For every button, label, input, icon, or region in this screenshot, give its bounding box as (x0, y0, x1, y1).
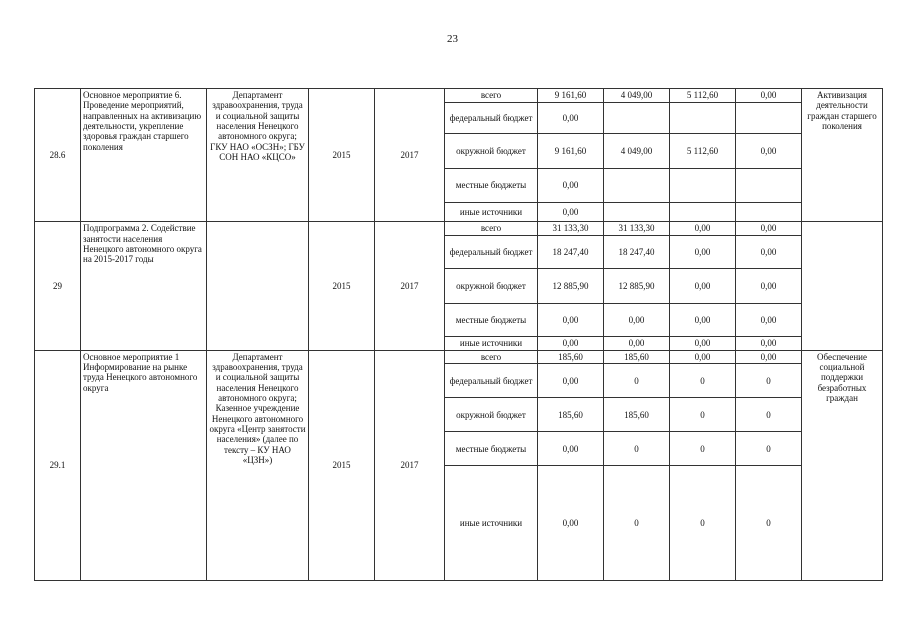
executor (207, 222, 309, 350)
amount-total: 0,00 (538, 432, 604, 466)
funding-source: местные бюджеты (445, 304, 538, 337)
amount-2016: 5 112,60 (670, 133, 736, 168)
amount-2015: 31 133,30 (604, 222, 670, 236)
funding-source: окружной бюджет (445, 133, 538, 168)
amount-2015: 4 049,00 (604, 89, 670, 103)
amount-2016: 0 (670, 364, 736, 398)
expected-result: Обеспечение социальной поддержки безработных граждан (802, 350, 883, 580)
end-year: 2017 (375, 89, 445, 222)
end-year: 2017 (375, 350, 445, 580)
table-row (35, 89, 883, 103)
funding-source: окружной бюджет (445, 398, 538, 432)
amount-2017: 0,00 (736, 236, 802, 269)
funding-source: иные источники (445, 336, 538, 350)
amount-total: 12 885,90 (538, 268, 604, 303)
start-year: 2015 (309, 89, 375, 222)
amount-2017: 0,00 (736, 304, 802, 337)
funding-source: всего (445, 89, 538, 103)
amount-2015: 12 885,90 (604, 268, 670, 303)
amount-2017: 0 (736, 364, 802, 398)
amount-2017: 0,00 (736, 89, 802, 103)
amount-total: 18 247,40 (538, 236, 604, 269)
page-number: 23 (447, 33, 458, 45)
amount-total: 0,00 (538, 102, 604, 133)
amount-2017 (736, 102, 802, 133)
amount-2016: 0 (670, 466, 736, 581)
amount-2015: 185,60 (604, 350, 670, 364)
funding-source: федеральный бюджет (445, 364, 538, 398)
amount-2015: 4 049,00 (604, 133, 670, 168)
amount-2015: 0 (604, 364, 670, 398)
amount-2017: 0,00 (736, 268, 802, 303)
start-year: 2015 (309, 350, 375, 580)
activity-name: Подпрограмма 2. Содействие занятости населения Ненецкого автономного округа на 2015-2017 годы (81, 222, 207, 350)
amount-2015: 0,00 (604, 304, 670, 337)
amount-total: 0,00 (538, 364, 604, 398)
amount-2017: 0,00 (736, 222, 802, 236)
table-row (35, 222, 883, 236)
executor: Департамент здравоохранения, труда и социальной защиты населения Ненецкого автономного округа; ГКУ НАО «ОСЗН»; ГБУ СОН НАО «КЦСО» (207, 89, 309, 222)
amount-2017: 0,00 (736, 133, 802, 168)
funding-source: местные бюджеты (445, 168, 538, 202)
funding-source: федеральный бюджет (445, 102, 538, 133)
amount-2015: 0 (604, 432, 670, 466)
funding-source: окружной бюджет (445, 268, 538, 303)
activity-name: Основное мероприятие 6. Проведение мероприятий, направленных на активизацию деятельности, укрепление здоровья граждан старшего поколения (81, 89, 207, 222)
table-row (35, 350, 883, 364)
amount-total: 0,00 (538, 336, 604, 350)
amount-total: 9 161,60 (538, 133, 604, 168)
amount-2016 (670, 202, 736, 222)
amount-2017: 0 (736, 398, 802, 432)
funding-source: всего (445, 350, 538, 364)
row-number: 28.6 (35, 89, 81, 222)
end-year: 2017 (375, 222, 445, 350)
amount-2016: 0,00 (670, 304, 736, 337)
funding-source: иные источники (445, 466, 538, 581)
amount-total: 9 161,60 (538, 89, 604, 103)
amount-2017: 0,00 (736, 336, 802, 350)
activity-name: Основное мероприятие 1 Информирование на рынке труда Ненецкого автономного округа (81, 350, 207, 580)
funding-source: всего (445, 222, 538, 236)
amount-total: 31 133,30 (538, 222, 604, 236)
amount-2016: 0,00 (670, 268, 736, 303)
amount-2016 (670, 102, 736, 133)
amount-total: 0,00 (538, 304, 604, 337)
amount-2016: 0 (670, 432, 736, 466)
row-number: 29 (35, 222, 81, 350)
amount-2015: 18 247,40 (604, 236, 670, 269)
amount-2015: 0,00 (604, 336, 670, 350)
program-table (34, 88, 883, 581)
amount-2017 (736, 168, 802, 202)
amount-2017: 0 (736, 432, 802, 466)
amount-2016: 0,00 (670, 350, 736, 364)
amount-2015 (604, 168, 670, 202)
funding-source: иные источники (445, 202, 538, 222)
amount-2015 (604, 102, 670, 133)
funding-source: местные бюджеты (445, 432, 538, 466)
amount-total: 0,00 (538, 202, 604, 222)
amount-2015 (604, 202, 670, 222)
amount-2016: 5 112,60 (670, 89, 736, 103)
amount-2016: 0,00 (670, 236, 736, 269)
row-number: 29.1 (35, 350, 81, 580)
amount-2016: 0 (670, 398, 736, 432)
expected-result (802, 222, 883, 350)
amount-2015: 185,60 (604, 398, 670, 432)
amount-2017: 0,00 (736, 350, 802, 364)
funding-source: федеральный бюджет (445, 236, 538, 269)
executor: Департамент здравоохранения, труда и социальной защиты населения Ненецкого автономного округа; Казенное учреждение Ненецкого автономного округа «Центр занятости населения» (далее по тексту – КУ НАО «ЦЗН») (207, 350, 309, 580)
amount-2016: 0,00 (670, 222, 736, 236)
amount-2017 (736, 202, 802, 222)
amount-2015: 0 (604, 466, 670, 581)
expected-result: Активизация деятельности граждан старшего поколения (802, 89, 883, 222)
amount-2016 (670, 168, 736, 202)
amount-total: 185,60 (538, 350, 604, 364)
amount-total: 185,60 (538, 398, 604, 432)
start-year: 2015 (309, 222, 375, 350)
amount-2017: 0 (736, 466, 802, 581)
amount-total: 0,00 (538, 466, 604, 581)
amount-total: 0,00 (538, 168, 604, 202)
amount-2016: 0,00 (670, 336, 736, 350)
